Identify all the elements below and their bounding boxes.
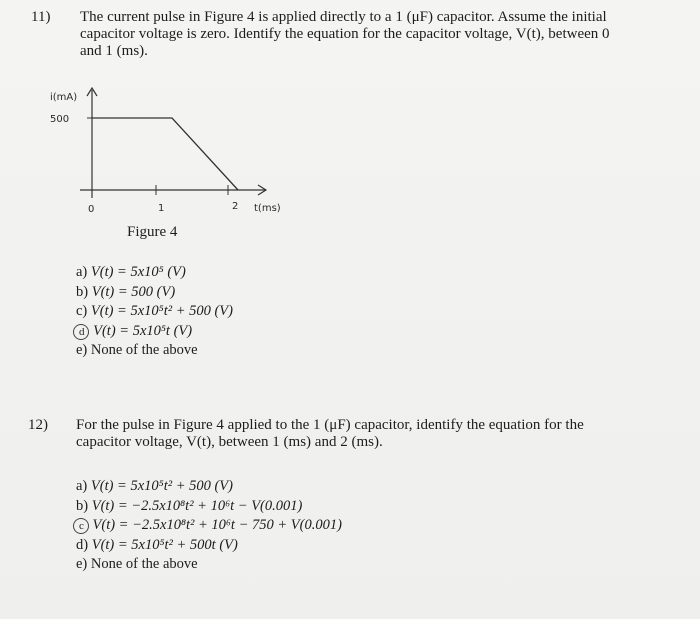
question-11-options <box>76 263 233 361</box>
current-pulse <box>92 118 238 190</box>
q11-option-c-letter: c) <box>76 303 88 319</box>
q12-option-c-letter: c <box>79 520 84 532</box>
q12-option-e-text: None of the above <box>90 556 198 572</box>
selected-answer-circle-icon <box>73 324 89 340</box>
q12-option-d-letter: d) <box>76 536 89 553</box>
q11-option-d-letter: d <box>79 325 85 338</box>
question-12-text <box>76 417 691 451</box>
q11-option-b[interactable] <box>76 283 233 303</box>
question-11-line-1: The current pulse in Figure 4 is applied directly to a 1 (μF) capacitor. Assume the initial <box>80 9 607 25</box>
q11-option-a-equation: V(t) = 5x10⁵ (V) <box>90 264 186 280</box>
y-axis-label: i(mA) <box>50 92 78 103</box>
question-11-number: 11) <box>31 9 51 25</box>
q11-option-c-equation: V(t) = 5x10⁵t² + 500 (V) <box>90 303 233 319</box>
q11-option-e[interactable] <box>76 341 233 361</box>
q11-option-a-letter: a) <box>76 264 88 280</box>
selected-answer-circle-icon <box>73 518 89 534</box>
question-12-line-1: For the pulse in Figure 4 applied to the 1 (μF) capacitor, identify the equation for the <box>76 417 584 433</box>
question-12-number: 12) <box>28 417 48 433</box>
x-tick-0: 0 <box>88 204 95 215</box>
q12-option-d[interactable] <box>76 536 342 556</box>
figure-4-sketch <box>40 80 340 220</box>
q12-option-b[interactable] <box>76 497 342 517</box>
q12-option-b-letter: b) <box>76 497 89 514</box>
q11-option-e-letter: e) <box>76 342 88 358</box>
q12-option-e-letter: e) <box>76 556 88 572</box>
question-12-line-2: capacitor voltage, V(t), between 1 (ms) and 2 (ms). <box>76 434 383 450</box>
q11-option-b-equation: V(t) = 500 (V) <box>91 283 176 300</box>
q11-option-c[interactable] <box>76 302 233 322</box>
q11-option-d[interactable] <box>76 322 233 342</box>
x-tick-2: 2 <box>232 201 239 212</box>
question-11-text <box>80 9 690 60</box>
x-axis-label: t(ms) <box>254 203 281 214</box>
question-12-options <box>76 477 342 575</box>
q12-option-a-equation: V(t) = 5x10⁵t² + 500 (V) <box>90 478 233 494</box>
q12-option-d-equation: V(t) = 5x10⁵t² + 500t (V) <box>91 536 238 553</box>
q12-option-e[interactable] <box>76 555 342 575</box>
q12-option-a[interactable] <box>76 477 342 497</box>
q11-option-d-equation: V(t) = 5x10⁵t (V) <box>93 322 193 339</box>
question-11-line-2: capacitor voltage is zero. Identify the equation for the capacitor voltage, V(t), between 0 <box>80 26 610 42</box>
q11-option-b-letter: b) <box>76 283 89 300</box>
figure-4-caption: Figure 4 <box>127 224 178 240</box>
q11-option-e-text: None of the above <box>90 342 198 358</box>
y-tick-500: 500 <box>50 114 70 125</box>
q12-option-a-letter: a) <box>76 478 88 494</box>
x-tick-1: 1 <box>158 203 165 214</box>
q12-option-b-equation: V(t) = −2.5x10⁸t² + 10⁶t − V(0.001) <box>91 497 303 514</box>
q12-option-c-equation: V(t) = −2.5x10⁸t² + 10⁶t − 750 + V(0.001) <box>92 517 342 533</box>
question-11-line-3: and 1 (ms). <box>80 43 148 59</box>
q11-option-a[interactable] <box>76 263 233 283</box>
q12-option-c[interactable] <box>76 516 342 536</box>
